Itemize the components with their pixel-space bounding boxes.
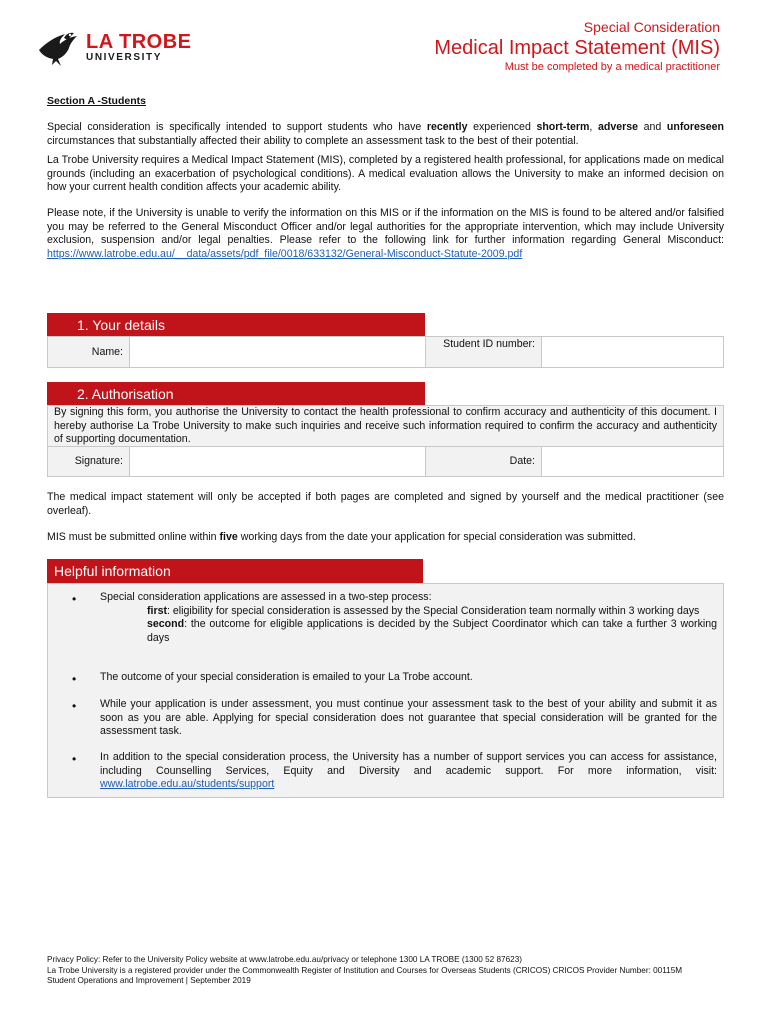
acceptance-note: The medical impact statement will only be accepted if both pages are completed and signed by yourself and the medical practitioner (see overleaf).	[47, 491, 724, 517]
name-label: Name:	[48, 337, 130, 367]
list-item: The outcome of your special consideration is emailed to your La Trobe account.	[100, 671, 473, 683]
authorisation-table	[47, 405, 724, 477]
logo-title: LA TROBE	[86, 31, 192, 53]
signature-field[interactable]	[130, 447, 426, 476]
university-logo	[37, 28, 212, 70]
bullet-icon: •	[72, 699, 77, 713]
name-field[interactable]	[130, 337, 426, 367]
student-id-field[interactable]	[542, 337, 723, 367]
student-id-label: Student ID number:	[426, 337, 542, 367]
bullet-icon: •	[72, 672, 77, 686]
page-footer	[47, 955, 727, 987]
second-step: second: the outcome for eligible applications is decided by the Subject Coordinator which can take a further 3 working days	[147, 618, 717, 644]
page-title: Medical Impact Statement (MIS)	[434, 36, 720, 59]
authorisation-text: By signing this form, you authorise the University to contact the health professional to confirm accuracy and authenticity of this document. I hereby authorise La Trobe University to make such inquiries and receive such information required to confirm the accuracy and authenticity of supporting documentation.	[48, 406, 723, 447]
logo-subtitle: UNIVERSITY	[86, 52, 163, 63]
helpful-information-box	[47, 583, 724, 798]
document-header	[434, 19, 720, 74]
header-kicker: Special Consideration	[583, 19, 720, 35]
submission-deadline-note: MIS must be submitted online within five working days from the date your application for special consideration was submitted.	[47, 531, 636, 543]
cricos-note: La Trobe University is a registered provider under the Commonwealth Register of Institution and Courses for Overseas Students (CRICOS) CRICOS Provider Number: 00115M	[47, 965, 683, 975]
misconduct-paragraph: Please note, if the University is unable to verify the information on this MIS or if the information on the MIS is found to be altered and/or falsified you may be referred to the General Misconduct Officer and/or legal authorities for the appropriate intervention, which may include University exclusion, suspension and/or legal penalties. Please refer to the following link for further information regarding General Misconduct: https://www.latrobe.edu.au/__data/assets/pdf_file/0018/633132/General-Misconduct-Statute-2009.pdf	[47, 207, 724, 260]
signature-label: Signature:	[48, 447, 130, 476]
section-a-heading: Section A -Students	[47, 95, 146, 107]
date-label: Date:	[426, 447, 542, 476]
list-item: While your application is under assessment, you must continue your assessment task to the best of your ability and submit it as soon as you are able. Applying for special consideration does not guarantee that special consideration will be granted for the assessment task.	[100, 698, 717, 738]
helpful-information-heading: Helpful information	[47, 559, 423, 583]
mis-requirement-paragraph: La Trobe University requires a Medical Impact Statement (MIS), completed by a registered health professional, for applications made on medical grounds (including an exacerbation of psychological conditions). A medical evaluation allows the University to make an informed decision on how your current health condition affects your academic ability.	[47, 154, 724, 194]
first-step: first: eligibility for special consideration is assessed by the Special Consideration team normally within 3 working days	[147, 604, 700, 617]
date-field[interactable]	[542, 447, 723, 476]
your-details-heading: 1. Your details	[47, 313, 425, 337]
your-details-table	[47, 336, 724, 368]
student-support-link[interactable]: www.latrobe.edu.au/students/support	[100, 778, 275, 791]
bullet-icon: •	[72, 592, 77, 606]
header-subtitle: Must be completed by a medical practitioner	[504, 60, 720, 73]
eagle-icon	[37, 28, 83, 68]
intro-paragraph: Special consideration is specifically intended to support students who have recently experienced short-term, adverse and unforeseen circumstances that substantially affected their ability to complete an assessment task to the best of their potential.	[47, 121, 725, 147]
list-item: Special consideration applications are assessed in a two-step process: first: eligibility for special consideration is assessed by the Special Consideration team normally within 3 working days second: the outcome for eligible applications is decided by the Subject Coordinator which can take a further 3 working days	[100, 591, 717, 644]
authorisation-heading: 2. Authorisation	[47, 382, 425, 406]
list-item: In addition to the special consideration process, the University has a number of support services you can access for assistance, including Counselling Services, Equity and Diversity and academic support. For more information, visit: www.latrobe.edu.au/students/support	[100, 751, 717, 791]
misconduct-statute-link[interactable]: https://www.latrobe.edu.au/__data/assets/pdf_file/0018/633132/General-Misconduct-Statute-2009.pdf	[47, 247, 523, 260]
privacy-policy-note: Privacy Policy: Refer to the University Policy website at www.latrobe.edu.au/privacy or telephone 1300 LA TROBE (1300 52 87623)	[47, 955, 522, 964]
bullet-icon: •	[72, 752, 77, 766]
department-version: Student Operations and Improvement | September 2019	[47, 976, 251, 986]
